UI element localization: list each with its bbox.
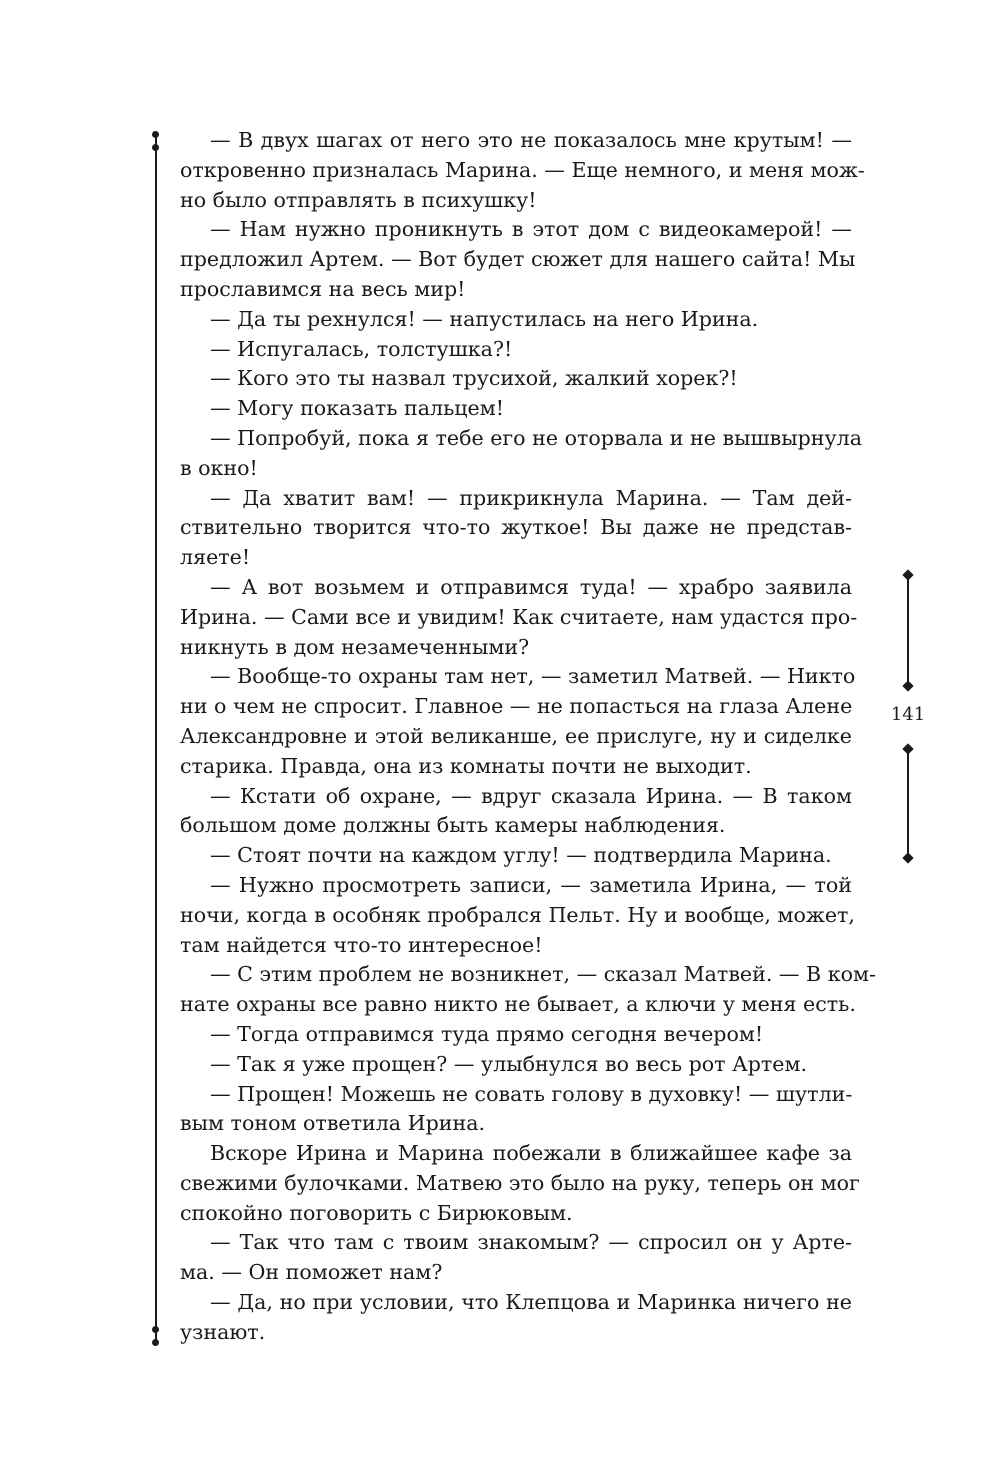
- text-line: — Вообще-то охраны там нет, — заметил Матвей. — Никто: [210, 664, 856, 689]
- rule-dot-bottom-2: [152, 1339, 159, 1346]
- text-line: вым тоном ответила Ирина.: [180, 1111, 486, 1136]
- text-line: — Попробуй, пока я тебе его не оторвала и не вышвырнула: [210, 425, 862, 450]
- text-line: большом доме должны быть камеры наблюдения.: [180, 813, 726, 838]
- text-line: — Нужно просмотреть записи, — заметила Ирина, — той: [210, 872, 852, 897]
- marker-diamond-2: [902, 680, 913, 691]
- text-line: Ирина. — Сами все и увидим! Как считаете, нам удастся про-: [180, 604, 858, 629]
- text-line: — Да, но при условии, что Клепцова и Маринка ничего не: [210, 1290, 852, 1315]
- page-number: 141: [890, 704, 926, 725]
- text-line: в окно!: [180, 455, 258, 480]
- text-line: — Кстати об охране, — вдруг сказала Ирина. — В таком: [210, 783, 852, 808]
- text-line: никнуть в дом незамеченными?: [180, 634, 530, 659]
- text-line: — Так что там с твоим знакомым? — спросил он у Арте-: [210, 1230, 852, 1255]
- text-line: ма. — Он поможет нам?: [180, 1260, 443, 1285]
- text-line: — Испугалась, толстушка?!: [210, 336, 513, 361]
- text-line: свежими булочками. Матвею это было на руку, теперь он мог: [180, 1170, 860, 1195]
- text-line: ствительно творится что-то жуткое! Вы даже не представ-: [180, 515, 852, 540]
- text-line: — Кого это ты назвал трусихой, жалкий хорек?!: [210, 366, 738, 391]
- text-line: ляете!: [180, 545, 251, 570]
- text-line: — Нам нужно проникнуть в этот дом с видеокамерой! —: [210, 217, 852, 242]
- text-line: прославимся на весь мир!: [180, 276, 466, 301]
- text-line: — Стоят почти на каждом углу! — подтвердила Марина.: [210, 843, 832, 868]
- text-line: ночи, когда в особняк пробрался Пельт. Ну и вообще, может,: [180, 902, 855, 927]
- text-line: откровенно призналась Марина. — Еще немного, и меня мож-: [180, 157, 865, 182]
- marker-rule-lower: [907, 750, 909, 858]
- text-line: — Да ты рехнулся! — напустилась на него Ирина.: [210, 306, 759, 331]
- body-text: [180, 126, 876, 1348]
- text-line: — А вот возьмем и отправимся туда! — храбро заявила: [210, 574, 852, 599]
- text-line: — Тогда отправимся туда прямо сегодня вечером!: [210, 1021, 764, 1046]
- text-line: нате охраны все равно никто не бывает, а ключи у меня есть.: [180, 992, 856, 1017]
- text-line: — Так я уже прощен? — улыбнулся во весь рот Артем.: [210, 1051, 808, 1076]
- text-line: — Да хватит вам! — прикрикнула Марина. — Там дей-: [210, 485, 852, 510]
- left-margin-rule: [155, 134, 157, 1344]
- marker-diamond-4: [902, 852, 913, 863]
- rule-dot-top-1: [152, 131, 159, 138]
- text-line: — В двух шагах от него это не показалось мне крутым! —: [210, 128, 852, 152]
- text-line: там найдется что-то интересное!: [180, 932, 543, 957]
- marker-rule-upper: [907, 576, 909, 686]
- text-line: узнают.: [180, 1319, 266, 1344]
- rule-dot-top-2: [152, 144, 159, 151]
- rule-dot-bottom-1: [152, 1326, 159, 1333]
- text-line: — Могу показать пальцем!: [210, 396, 505, 421]
- text-line: Александровне и этой великанше, ее прислуге, ну и сиделке: [180, 723, 852, 748]
- text-line: предложил Артем. — Вот будет сюжет для нашего сайта! Мы: [180, 247, 856, 272]
- text-line: — Прощен! Можешь не совать голову в духовку! — шутли-: [210, 1081, 853, 1106]
- text-line: ни о чем не спросит. Главное — не попасться на глаза Алене: [180, 694, 853, 719]
- text-line: спокойно поговорить с Бирюковым.: [180, 1200, 573, 1225]
- text-line: — С этим проблем не возникнет, — сказал Матвей. — В ком-: [210, 962, 876, 987]
- text-line: но было отправлять в психушку!: [180, 187, 537, 212]
- text-line: старика. Правда, она из комнаты почти не выходит.: [180, 753, 752, 778]
- text-line: Вскоре Ирина и Марина побежали в ближайшее кафе за: [210, 1141, 852, 1166]
